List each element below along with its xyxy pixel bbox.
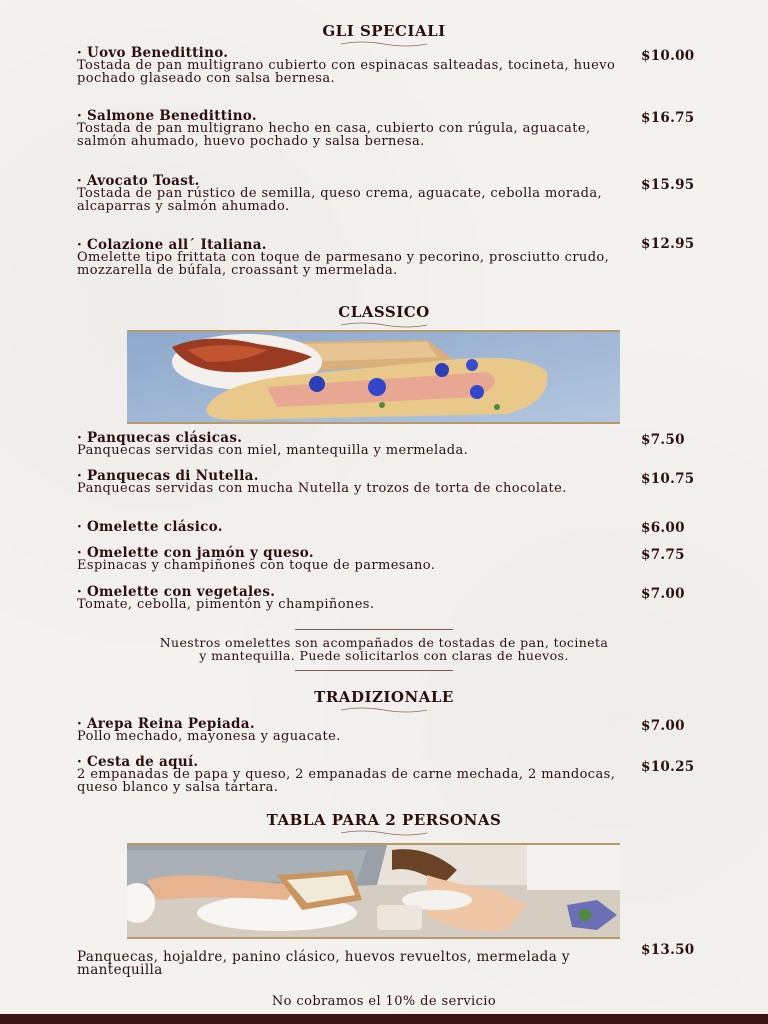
item-price: $10.25 (641, 759, 695, 775)
menu-item (77, 175, 637, 213)
item-name: · Panquecas di Nutella. (77, 468, 259, 484)
item-price: $7.50 (641, 432, 685, 448)
brunch-table-image (127, 845, 620, 937)
menu-item (77, 470, 637, 496)
item-name: · Panquecas clásicas. (77, 430, 243, 446)
section-title-speciali: GLI SPECIALI (322, 22, 446, 40)
item-description: Tomate, cebolla, pimentón y champiñones. (77, 597, 375, 612)
menu-item (77, 110, 637, 148)
menu-item (77, 47, 637, 85)
section-title-classico: CLASSICO (338, 303, 430, 321)
item-name: · Omelette con vegetales. (77, 584, 276, 600)
item-price: $7.75 (641, 547, 685, 563)
item-name: · Omelette clásico. (77, 519, 223, 535)
item-price: $7.00 (641, 718, 685, 734)
bottom-bar (0, 1014, 768, 1024)
item-description: Tostada de pan multigrano hecho en casa, cubierto con rúgula, aguacate, salmón ahumado, huevo pochado y salsa bernesa. (77, 121, 591, 149)
menu-item (77, 951, 637, 977)
menu-item (77, 756, 637, 794)
divider (295, 629, 453, 630)
flourish-ornament (339, 706, 429, 714)
menu-item (77, 521, 637, 534)
item-description: 2 empanadas de papa y queso, 2 empanadas de carne mechada, 2 mandocas, queso blanco y salsa tártara. (77, 767, 616, 795)
section-title-tabla: TABLA PARA 2 PERSONAS (266, 811, 502, 829)
item-name: · Uovo Benedittino. (77, 45, 229, 61)
divider (295, 670, 453, 671)
item-description: Omelette tipo frittata con toque de parmesano y pecorino, prosciutto crudo, mozzarella de búfala, croassant y mermelada. (77, 250, 610, 278)
item-price: $15.95 (641, 177, 695, 193)
item-description: Pollo mechado, mayonesa y aguacate. (77, 729, 341, 744)
item-name: · Arepa Reina Pepiada. (77, 716, 255, 732)
menu-item (77, 718, 637, 744)
frittata-plate-image (127, 332, 620, 422)
flourish-ornament (339, 829, 429, 837)
item-description: Espinacas y champiñones con toque de parmesano. (77, 558, 436, 573)
item-price: $12.95 (641, 236, 695, 252)
item-price: $10.75 (641, 471, 695, 487)
item-price: $16.75 (641, 110, 695, 126)
note-line: Nuestros omelettes son acompañados de tostadas de pan, tocineta (159, 635, 609, 650)
service-charge-note: No cobramos el 10% de servicio (271, 994, 497, 1009)
breakfast-photo (127, 330, 620, 424)
item-price: $13.50 (641, 942, 695, 958)
item-name: · Salmone Benedittino. (77, 108, 257, 124)
menu-item (77, 432, 637, 458)
menu-item (77, 547, 637, 573)
item-name: · Colazione all´ Italiana. (77, 237, 267, 253)
menu-item (77, 586, 637, 612)
brunch-photo (127, 843, 620, 939)
note-line: y mantequilla. Puede solicitarlos con claras de huevos. (199, 648, 569, 663)
omelette-note (0, 636, 768, 662)
item-name: · Omelette con jamón y queso. (77, 545, 314, 561)
item-description: Tostada de pan multigrano cubierto con espinacas salteadas, tocineta, huevo pochado glaseado con salsa bernesa. (77, 58, 616, 86)
section-title-tradizionale: TRADIZIONALE (314, 688, 454, 706)
item-description: Tostada de pan rústico de semilla, queso crema, aguacate, cebolla morada, alcaparras y salmón ahumado. (77, 186, 603, 214)
item-price: $7.00 (641, 586, 685, 602)
item-description: Panquecas servidas con mucha Nutella y trozos de torta de chocolate. (77, 481, 567, 496)
item-price: $6.00 (641, 520, 685, 536)
menu-item (77, 239, 637, 277)
item-name: · Cesta de aquí. (77, 754, 199, 770)
item-description: Panquecas servidas con miel, mantequilla y mermelada. (77, 443, 469, 458)
item-name: · Avocato Toast. (77, 173, 200, 189)
item-price: $10.00 (641, 48, 695, 64)
item-description: Panquecas, hojaldre, panino clásico, huevos revueltos, mermelada y mantequilla (77, 949, 570, 978)
flourish-ornament (339, 321, 429, 329)
